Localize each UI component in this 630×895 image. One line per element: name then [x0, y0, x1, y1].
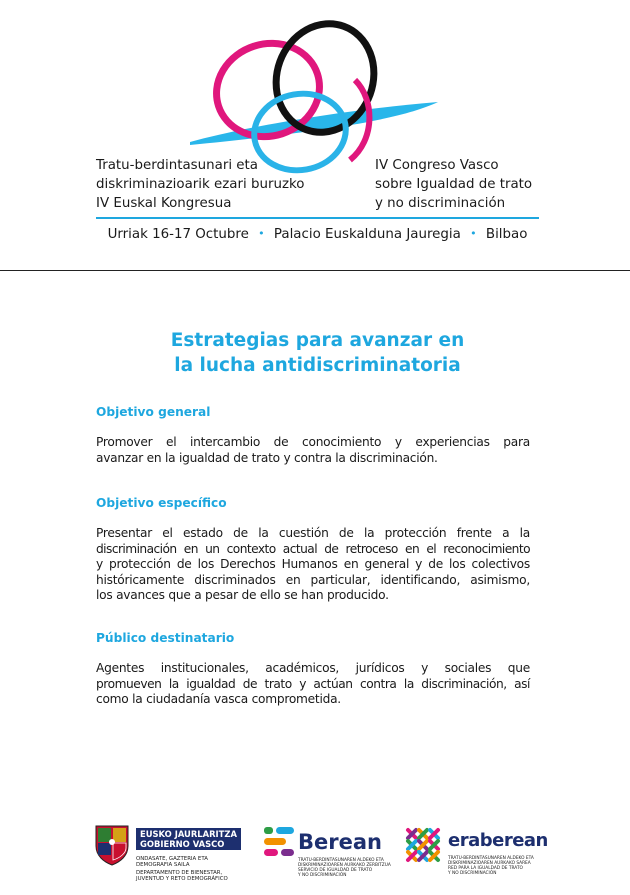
- section-body-objetivo-especifico: [96, 526, 530, 604]
- body-line: como la ciudadanía vasca comprometida.: [96, 692, 341, 707]
- berean-wordmark: Berean: [298, 830, 382, 854]
- bullet-separator: •: [470, 227, 477, 240]
- department-line: DEMOGRAFIA SAILA: [136, 862, 190, 868]
- page-title-line: la lucha antidiscriminatoria: [174, 355, 461, 376]
- eraberean-tagline: RED PARA LA IGUALDAD DE TRATO: [448, 866, 523, 871]
- header-basque-line: Tratu-berdintasunari eta: [96, 158, 258, 173]
- header-spanish-line: sobre Igualdad de trato: [375, 177, 533, 192]
- header-basque-line: IV Euskal Kongresua: [96, 196, 232, 211]
- body-line: y protección de los Derechos Humanos en general y de los colectivos: [96, 557, 530, 572]
- header-divider: [96, 217, 539, 219]
- section-body-publico-destinatario: [96, 661, 530, 708]
- header-basque-title: [96, 156, 336, 213]
- body-line: Presentar el estado de la cuestión de la protección frente a la: [96, 526, 530, 540]
- berean-tagline: Y NO DISCRIMINACIÓN: [298, 873, 347, 878]
- header-spanish-title: [375, 156, 575, 213]
- body-line: avanzar en la igualdad de trato y contra la discriminación.: [96, 450, 438, 465]
- eraberean-mark-icon: [404, 826, 442, 864]
- eraberean-tagline: DISKRIMINAZIOAREN AURKAKO SAREA: [448, 861, 531, 866]
- body-line: Promover el intercambio de conocimiento y experiencias para: [96, 435, 530, 449]
- eraberean-logo: [404, 822, 554, 886]
- body-line: Agentes institucionales, académicos, jurídicos y sociales que: [96, 661, 530, 675]
- event-venue: Palacio Euskalduna Jauregia: [273, 227, 461, 242]
- section-body-objetivo-general: [96, 435, 530, 466]
- header-spanish-line: IV Congreso Vasco: [375, 158, 499, 173]
- gobierno-vasco-name-line: EUSKO JAURLARITZA: [140, 829, 237, 839]
- body-line: históricamente discriminados en particular, identificando, asimismo,: [96, 572, 530, 587]
- header-basque-line: diskriminazioarik ezari buruzko: [96, 177, 305, 192]
- body-line: los avances que a pesar de ello se han producido.: [96, 588, 389, 603]
- berean-logo: [262, 822, 391, 886]
- event-city: Bilbao: [485, 227, 528, 242]
- body-line: promueven la igualdad de trato y actúan contra la discriminación, así: [96, 676, 530, 691]
- event-dates: Urriak 16-17 Octubre: [107, 227, 249, 242]
- gobierno-vasco-name-line: GOBIERNO VASCO: [140, 839, 225, 849]
- header-spanish-line: y no discriminación: [375, 196, 506, 211]
- department-line: JUVENTUD Y RETO DEMOGRÁFICO: [136, 876, 228, 882]
- gobierno-vasco-logo: [92, 822, 237, 886]
- berean-mark-icon: [262, 824, 296, 858]
- section-heading-publico-destinatario: Público destinatario: [96, 631, 235, 645]
- berean-tagline: TRATU-BERDINTASUNAREN ALDEKO ETA: [298, 858, 384, 863]
- department-line: ONDASATE, GAZTERIA ETA: [136, 856, 208, 862]
- berean-tagline: SERVICIO DE IGUALDAD DE TRATO: [298, 868, 373, 873]
- berean-tagline: DISKRIMINAZIOAREN AURKAKO ZERBITZUA: [298, 863, 391, 868]
- event-info: [96, 227, 539, 242]
- section-heading-objetivo-general: Objetivo general: [96, 405, 211, 419]
- eraberean-tagline: Y NO DISCRIMINACIÓN: [448, 871, 497, 876]
- bullet-separator: •: [258, 227, 265, 240]
- page-title-line: Estrategias para avanzar en: [170, 330, 465, 351]
- page-title: [96, 328, 539, 378]
- eraberean-tagline: TRATU-BERDINTASUNAREN ALDEKO ETA: [448, 856, 534, 861]
- section-heading-objetivo-especifico: Objetivo específico: [96, 496, 227, 510]
- eraberean-wordmark: eraberean: [448, 830, 548, 851]
- department-line: DEPARTAMENTO DE BIENESTAR,: [136, 870, 223, 876]
- gobierno-vasco-name: [136, 828, 241, 850]
- body-line: discriminación en un contexto actual de retroceso en el reconocimiento: [96, 541, 530, 556]
- page-divider: [0, 270, 630, 271]
- coat-of-arms-icon: [92, 822, 132, 866]
